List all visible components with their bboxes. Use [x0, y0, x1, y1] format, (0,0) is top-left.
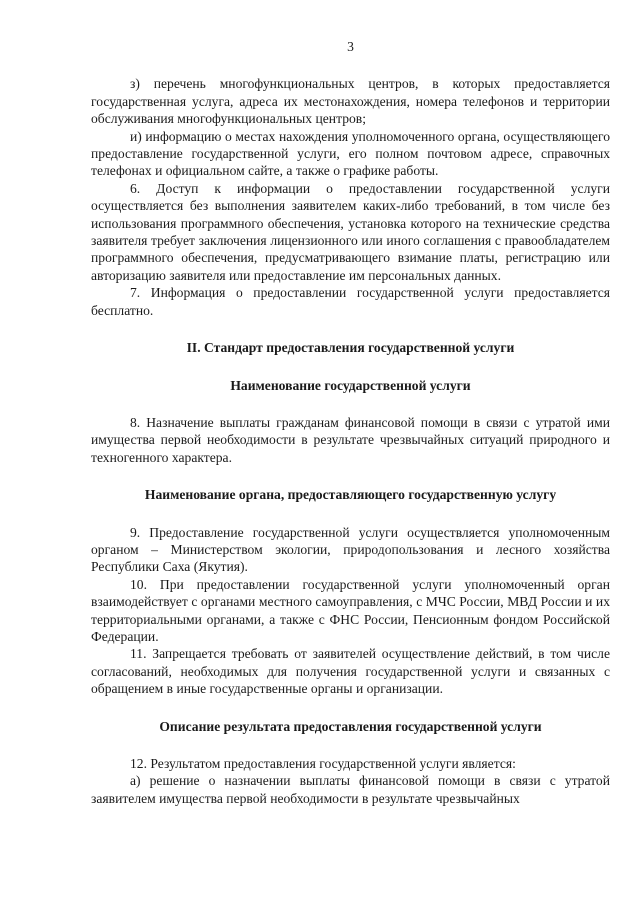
paragraph-9: 9. Предоставление государственной услуги осуществляется уполномоченным органом – Министерством экологии, природопользования и лесного хозяйства Республики Саха (Якутия).	[91, 524, 610, 575]
heading-result-description: Описание результата предоставления государственной услуги	[159, 718, 542, 734]
section-heading-standard: II. Стандарт предоставления государственной услуги	[186, 340, 515, 356]
paragraph-6: 6. Доступ к информации о предоставлении государственной услуги осуществляется без выполнения заявителем каких-либо требований, в том числе без использования программного обеспечения, установка которого на технические средства заявителя требует заключения лицензионного или иного соглашения с правообладателем программного обеспечения, предусматривающего взимание платы, регистрацию или авторизацию заявителя или предоставление им персональных данных.	[91, 180, 610, 283]
paragraph-z: з) перечень многофункциональных центров, в которых предоставляется государственная услуга, адреса их местонахождения, номера телефонов и территории обслуживания многофункциональных центров;	[91, 76, 610, 127]
paragraph-10: 10. При предоставлении государственной услуги уполномоченный орган взаимодействует с органами местного самоуправления, с МЧС России, МВД России и их территориальными органами, а также с ФНС России, Пенсионным фондом Российской Федерации.	[91, 576, 610, 644]
paragraph-8: 8. Назначение выплаты гражданам финансовой помощи в связи с утратой ими имущества первой необходимости в результате чрезвычайных ситуаций природного и техногенного характера.	[91, 414, 610, 465]
heading-authority-name: Наименование органа, предоставляющего государственную услугу	[144, 487, 557, 503]
heading-service-name: Наименование государственной услуги	[230, 377, 471, 393]
paragraph-12a: а) решение о назначении выплаты финансовой помощи в связи с утратой заявителем имущества первой необходимости в результате чрезвычайных	[91, 773, 610, 806]
paragraph-12: 12. Результатом предоставления государственной услуги является:	[130, 756, 516, 771]
paragraph-i: и) информацию о местах нахождения уполномоченного органа, осуществляющего предоставление государственной услуги, его полном почтовом адресе, справочных телефонах и официальном сайте, а также о графике работы.	[91, 128, 610, 179]
page-number: 3	[347, 39, 354, 54]
paragraph-11: 11. Запрещается требовать от заявителей осуществление действий, в том числе согласований, необходимых для получения государственной услуги и связанных с обращением в иные государственные органы и организации.	[91, 646, 610, 697]
paragraph-7: 7. Информация о предоставлении государственной услуги предоставляется бесплатно.	[91, 285, 610, 318]
